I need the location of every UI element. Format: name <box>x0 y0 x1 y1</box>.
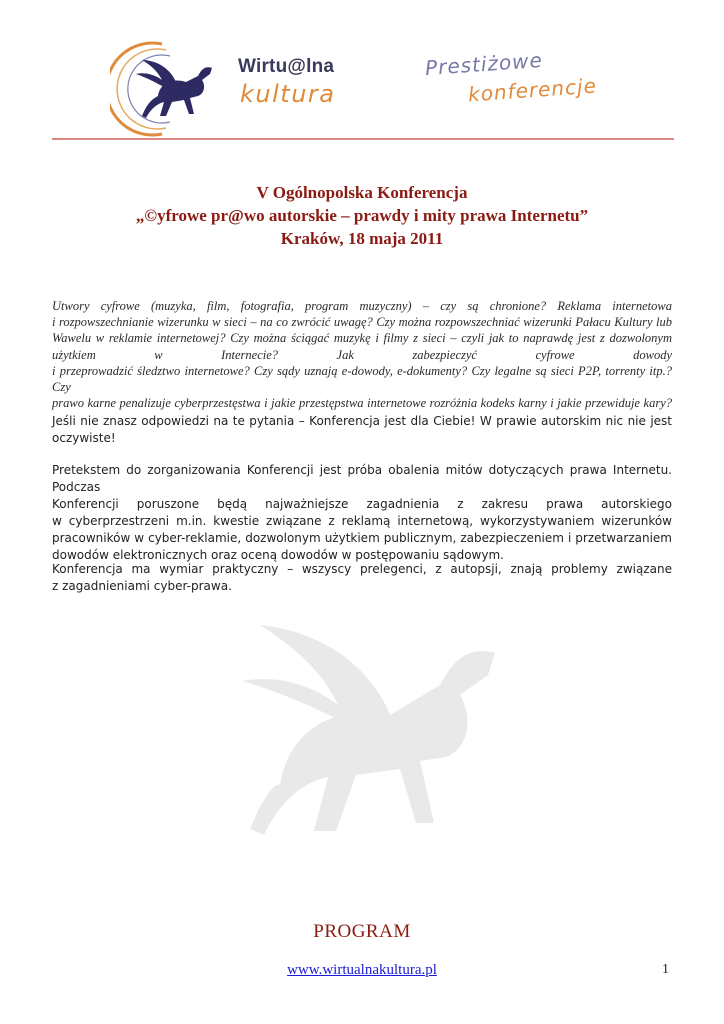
paragraph-line: Pretekstem do zorganizowania Konferencji jest próba obalenia mitów dotyczących prawa Internetu. Podczas <box>52 463 672 494</box>
body-paragraph-3 <box>52 561 672 595</box>
paragraph-line: pracowników w cyber-reklamie, dozwolonym użytkiem publicznym, zabezpieczeniem i przetwarzaniem <box>52 531 672 545</box>
tagline-line2: konferencje <box>467 73 598 107</box>
paragraph-line: oczywiste! <box>52 431 116 445</box>
program-heading: PROGRAM <box>313 921 411 942</box>
conference-title: V Ogólnopolska Konferencja <box>256 183 468 202</box>
pegasus-watermark-icon <box>220 555 540 855</box>
intro-line: i przeprowadzić śledztwo internetowe? Czy sądy uznają e-dowody, e-dokumenty? Czy legalne są sieci P2P, torrenty itp.? Czy <box>52 363 672 395</box>
paragraph-line: Konferencja ma wymiar praktyczny – wszyscy prelegenci, z autopsji, znają problemy związane <box>52 562 672 576</box>
pegasus-logo-icon <box>110 38 235 138</box>
paragraph-line: Jeśli nie znasz odpowiedzi na te pytania – Konferencja jest dla Ciebie! W prawie autorskim nic nie jest <box>52 414 672 428</box>
body-paragraph-1 <box>52 413 672 447</box>
intro-line: i rozpowszechnianie wizerunku w sieci – na co zwrócić uwagę? Czy można rozpowszechniać wizerunki Pałacu Kultury lub <box>52 315 672 330</box>
conference-subtitle: „©yfrowe pr@wo autorskie – prawdy i mity prawa Internetu” <box>135 206 589 225</box>
header-divider <box>52 138 674 140</box>
intro-questions-paragraph <box>52 298 672 411</box>
tagline-line1: Prestiżowe <box>424 47 544 81</box>
intro-line: prawo karne penalizuje cyberprzestęstwa i jakie przestępstwa internetowe rozróżnia kodeks karny i jakie przewiduje kary? <box>52 396 672 411</box>
body-paragraph-2 <box>52 462 672 564</box>
intro-line: Utwory cyfrowe (muzyka, film, fotografia, program muzyczny) – czy są chronione? Reklama internetowa <box>52 299 672 313</box>
brand-name-line1: Wirtu@lna <box>238 56 335 77</box>
brand-name-line2: kultura <box>240 80 336 108</box>
paragraph-line: dowodów elektronicznych oraz oceną dowodów w postępowaniu sądowym. <box>52 548 504 562</box>
intro-line: użytkiem w Internecie? Jak zabezpieczyć cyfrowe dowody <box>52 347 672 362</box>
document-header <box>0 0 724 140</box>
conference-date-location: Kraków, 18 maja 2011 <box>280 229 444 248</box>
website-link[interactable]: www.wirtualnakultura.pl <box>287 962 437 978</box>
paragraph-line: Konferencji poruszone będą najważniejsze zagadnienia z zakresu prawa autorskiego <box>52 497 672 511</box>
intro-line: Wawelu w reklamie internetowej? Czy można ściągać muzykę i filmy z sieci – czyli jak to naprawdę jest z dozwolonym <box>52 331 672 346</box>
paragraph-line: w cyberprzestrzeni m.in. kwestie związane z reklamą internetową, wykorzystywaniem wizerunków <box>52 514 672 528</box>
page-number: 1 <box>662 962 669 977</box>
paragraph-line: z zagadnieniami cyber-prawa. <box>52 579 232 593</box>
